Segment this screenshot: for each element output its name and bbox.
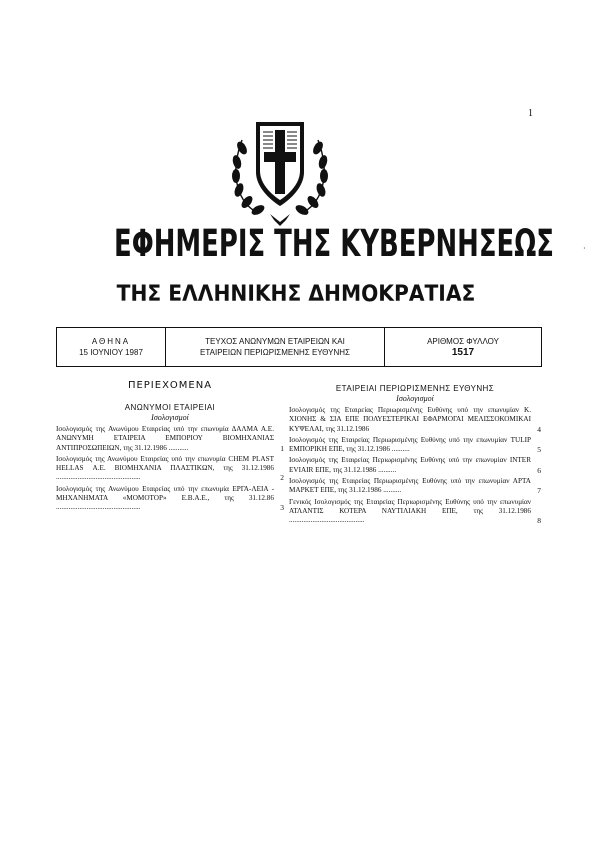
contents-entry[interactable] — [289, 477, 541, 496]
place-date-cell — [57, 328, 165, 366]
entry-page: 6 — [537, 465, 541, 475]
contents-right-column — [289, 380, 541, 528]
issue-info-box — [56, 327, 542, 367]
entry-text: Γενικός Ισολογισμός της Εταιρείας Περιωρισμένης Ευθύνης υπό την επωνυμίαν ΑΤΛΑΝΤΙΣ ΚΟΤΕΡΑ ΝΑΥΤΙΛΙΑΚΗ ΕΠΕ, της 31.12.1986 .......................................... — [289, 497, 531, 525]
issue-type-cell — [165, 328, 384, 366]
entry-text: Ισολογισμός της Ανωνύμου Εταιρείας υπό την επωνυμία ΔΑΛΜΑ Α.Ε. ΑΝΩΝΥΜΗ ΕΤΑΙΡΕΙΑ ΕΜΠΟΡΙΟΥ ΒΙΟΜΗΧΑΝΙΑΣ ΑΝΤΙΠΡΟΣΩΠΕΙΩΝ, της 31.12.1986 ........... — [56, 425, 274, 452]
contents-entry[interactable] — [289, 498, 541, 526]
entry-page: 1 — [280, 443, 284, 453]
sheet-number-cell — [384, 328, 541, 366]
contents-left-column — [56, 380, 284, 515]
entry-page: 3 — [280, 503, 284, 513]
entry-text: Ισολογισμός της Εταιρείας Περιωρισμένης Ευθύνης υπό την επωνυμίαν TULIP ΕΜΠΟΡΙΚΗ ΕΠΕ, της 31.12.1986 .......... — [289, 435, 531, 454]
contents-entry[interactable] — [289, 436, 541, 455]
entry-text: Ισολογισμός της Ανωνύμου Εταιρείας υπό την επωνυμία ΕΡΓΑ-ΛΕΙΑ - ΜΗΧΑΝΗΜΑΤΑ «ΜΟΜΟΤΟΡ» Ε.Β.Α.Ε., της 31.12.86 ............................................... — [56, 484, 274, 512]
contents-entry[interactable] — [56, 455, 284, 483]
contents-entry[interactable] — [56, 425, 284, 453]
section-subtitle-sa: Ισολογισμοί — [151, 413, 189, 422]
margin-mark: · — [583, 244, 586, 253]
city-label: ΑΘΗΝΑ — [91, 337, 131, 346]
contents-title: ΠΕΡΙΕΧΟΜΕΝΑ — [127, 380, 213, 391]
newspaper-title: ΕΦΗΜΕΡΙΣ ΤΗΣ ΚΥΒΕΡΝΗΣΕΩΣ — [114, 222, 554, 265]
issue-date: 15 ΙΟΥΝΙΟΥ 1987 — [79, 348, 143, 357]
greek-coat-of-arms-icon — [226, 110, 334, 228]
newspaper-subtitle: ΤΗΣ ΕΛΛΗΝΙΚΗΣ ΔΗΜΟΚΡΑΤΙΑΣ — [116, 282, 476, 307]
issue-type-line-1: ΤΕΥΧΟΣ ΑΝΩΝΥΜΩΝ ΕΤΑΙΡΕΙΩΝ ΚΑΙ — [205, 337, 345, 346]
entry-text: Ισολογισμός της Ανωνύμου Εταιρείας υπό την επωνυμία CHEM PLAST HELLAS Α.Ε. ΒΙΟΜΗΧΑΝΙΑ ΠΛΑΣΤΙΚΩΝ, της 31.12.1986 ............................................... — [56, 454, 274, 482]
entry-text: Ισολογισμός της Εταιρείας Περιωρισμένης Ευθύνης υπό την επωνυμίαν ΑΡΤΑ ΜΑΡΚΕΤ ΕΠΕ, της 31.12.1986 .......... — [289, 477, 531, 495]
entry-page: 8 — [537, 516, 541, 526]
contents-entry[interactable] — [289, 456, 541, 475]
issue-type-line-2: ΕΤΑΙΡΕΙΩΝ ΠΕΡΙΩΡΙΣΜΕΝΗΣ ΕΥΘΥΝΗΣ — [200, 348, 350, 357]
sheet-number: 1517 — [451, 347, 475, 358]
section-title-sa: ΑΝΩΝΥΜΟΙ ΕΤΑΙΡΕΙΑΙ — [124, 403, 216, 412]
contents-entry[interactable] — [56, 485, 284, 513]
section-subtitle-epe: Ισολογισμοί — [396, 394, 434, 403]
entry-text: Ισολογισμός της Εταιρείας Περιωρισμένης Ευθύνης υπό την επωνυμίαν INTER EVIAIR ΕΠΕ, της 31.12.1986 .......... — [289, 456, 531, 474]
contents-entry[interactable] — [289, 406, 541, 434]
entry-page: 7 — [537, 486, 541, 496]
page-number: 1 — [528, 108, 533, 119]
entry-page: 2 — [280, 473, 284, 483]
entry-page: 5 — [537, 445, 541, 455]
entry-page: 4 — [537, 424, 541, 434]
sheet-number-label: ΑΡΙΘΜΟΣ ΦΥΛΛΟΥ — [427, 337, 499, 346]
entry-text: Ισολογισμός της Εταιρείας Περιωρισμένης Ευθύνης υπό την επωνυμίαν Κ. ΧΙΟΝΗΣ & ΣΙΑ ΕΠΕ ΠΟΛΥΕΣΤΕΡΙΚΑΙ ΕΦΑΡΜΟΓΑΙ ΜΕΛΙΣΣΟΚΟΜΙΚΑΙ ΚΥΨΕΛΑΙ, της 31.12.1986 — [289, 406, 531, 433]
section-title-epe: ΕΤΑΙΡΕΙΑΙ ΠΕΡΙΩΡΙΣΜΕΝΗΣ ΕΥΘΥΝΗΣ — [335, 384, 495, 393]
